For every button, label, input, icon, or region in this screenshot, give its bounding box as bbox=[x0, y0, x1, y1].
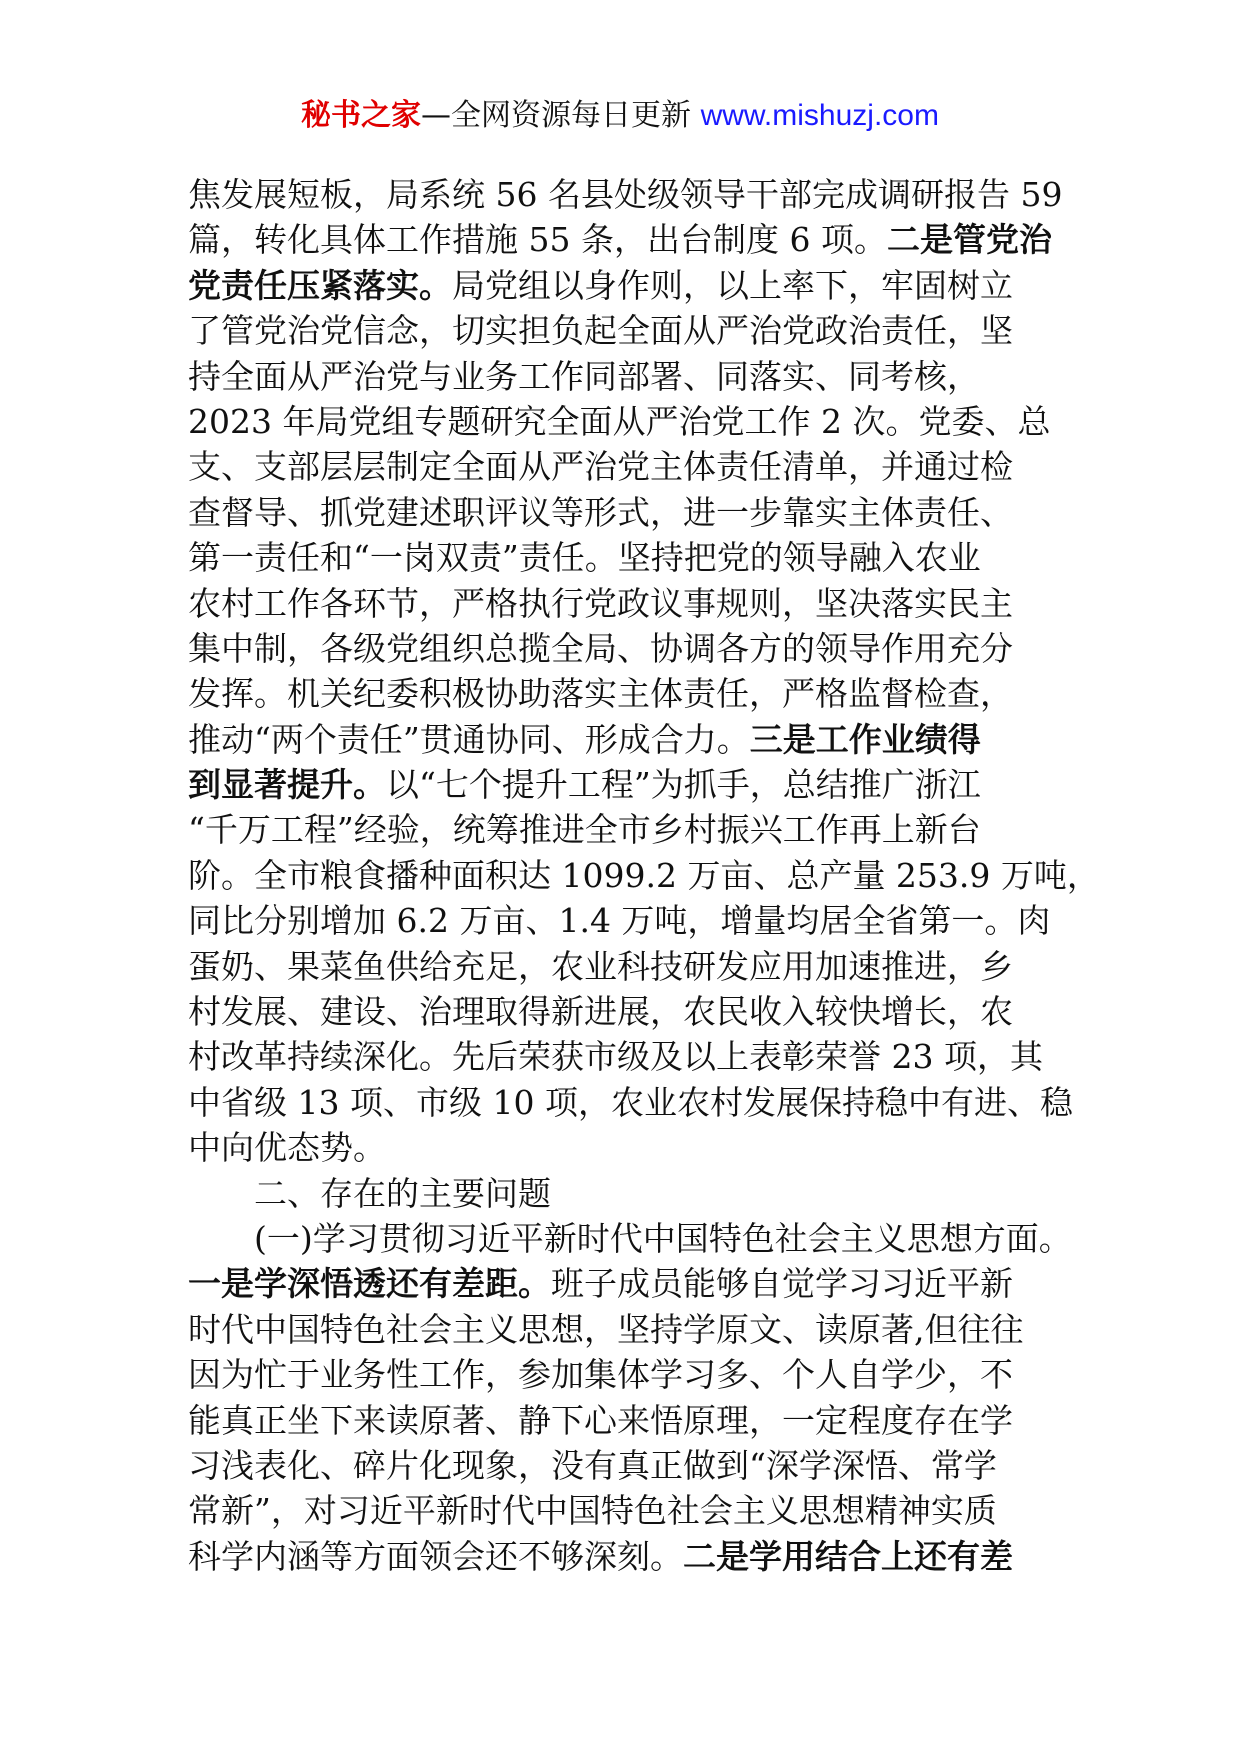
text-line bbox=[188, 762, 1064, 807]
bold-phrase: 到显著提升。 bbox=[188, 765, 386, 805]
text-line bbox=[188, 944, 1064, 989]
text-run: 能真正坐下来读原著、静下心来悟原理，一定程度存在学 bbox=[188, 1400, 1013, 1440]
text-run: 持全面从严治党与业务工作同部署、同落实、同考核， bbox=[188, 356, 980, 396]
text-run: “千万工程”经验，统筹推进全市乡村振兴工作再上新台 bbox=[188, 810, 981, 850]
text-run: 科学内涵等方面领会还不够深刻。 bbox=[188, 1536, 683, 1576]
text-line bbox=[188, 444, 1064, 489]
text-line bbox=[188, 217, 1064, 262]
text-run: 推动“两个责任”贯通协同、形成合力。 bbox=[188, 719, 750, 759]
text-run: 集中制，各级党组织总揽全局、协调各方的领导作用充分 bbox=[188, 628, 1013, 668]
text-run: 同比分别增加 6.2 万亩、1.4 万吨，增量均居全省第一。肉 bbox=[188, 901, 1051, 941]
text-line bbox=[188, 626, 1064, 671]
text-line bbox=[188, 535, 1064, 580]
text-line bbox=[188, 853, 1100, 898]
text-line bbox=[188, 354, 1064, 399]
text-run: 发挥。机关纪委积极协助落实主体责任，严格监督检查， bbox=[188, 674, 1013, 714]
text-line bbox=[188, 1488, 1064, 1533]
text-run: 班子成员能够自觉学习习近平新 bbox=[551, 1264, 1013, 1304]
text-run: 支、支部层层制定全面从严治党主体责任清单，并通过检 bbox=[188, 447, 1013, 487]
text-run: 习浅表化、碎片化现象，没有真正做到“深学深悟、常学 bbox=[188, 1445, 997, 1485]
text-run: 篇，转化具体工作措施 55 条，出台制度 6 项。 bbox=[188, 220, 887, 260]
text-run: 第一责任和“一岗双责”责任。坚持把党的领导融入农业 bbox=[188, 538, 981, 578]
text-line bbox=[188, 989, 1064, 1034]
text-line bbox=[188, 1398, 1064, 1443]
site-url-link[interactable]: www.mishuzj.com bbox=[700, 99, 939, 132]
text-run: 蛋奶、果菜鱼供给充足，农业科技研发应用加速推进，乡 bbox=[188, 946, 1013, 986]
bold-phrase: 三是工作业绩得 bbox=[749, 719, 981, 759]
text-run: 局党组以身作则，以上率下，牢固树立 bbox=[452, 265, 1013, 305]
text-run: 2023 年局党组专题研究全面从严治党工作 2 次。党委、总 bbox=[188, 401, 1051, 441]
site-header bbox=[0, 96, 1240, 136]
text-run: 村改革持续深化。先后荣获市级及以上表彰荣誉 23 项，其 bbox=[188, 1037, 1043, 1077]
text-line bbox=[188, 671, 1064, 716]
text-line bbox=[188, 807, 1064, 852]
text-line bbox=[188, 308, 1064, 353]
text-run: 中省级 13 项、市级 10 项，农业农村发展保持稳中有进、稳 bbox=[188, 1082, 1073, 1122]
text-run: 村发展、建设、治理取得新进展，农民收入较快增长，农 bbox=[188, 992, 1013, 1032]
text-line bbox=[188, 1352, 1064, 1397]
text-run: 因为忙于业务性工作，参加集体学习多、个人自学少，不 bbox=[188, 1355, 1013, 1395]
text-line bbox=[188, 1080, 1073, 1125]
text-run: 中向优态势。 bbox=[188, 1128, 386, 1168]
text-line bbox=[188, 490, 1064, 535]
text-line bbox=[188, 1261, 1064, 1306]
text-run: 时代中国特色社会主义思想，坚持学原文、读原著,但往往 bbox=[188, 1309, 1024, 1349]
text-line bbox=[188, 581, 1064, 626]
text-run: 二、存在的主要问题 bbox=[254, 1173, 551, 1213]
text-line bbox=[188, 717, 1064, 762]
text-line bbox=[188, 898, 1064, 943]
text-line bbox=[188, 1125, 1064, 1170]
text-run: 焦发展短板，局系统 56 名县处级领导干部完成调研报告 59 bbox=[188, 175, 1063, 214]
site-brand: 秘书之家 bbox=[301, 98, 422, 133]
bold-phrase: 党责任压紧落实。 bbox=[188, 265, 452, 305]
document-body bbox=[188, 172, 1100, 1579]
text-line bbox=[188, 1534, 1064, 1579]
text-line bbox=[188, 263, 1064, 308]
text-run: 了管党治党信念，切实担负起全面从严治党政治责任，坚 bbox=[188, 311, 1013, 351]
bold-phrase: 二是管党治 bbox=[886, 220, 1052, 260]
text-line bbox=[188, 1443, 1064, 1488]
text-line bbox=[188, 172, 1064, 217]
text-run: 查督导、抓党建述职评议等形式，进一步靠实主体责任、 bbox=[188, 492, 1013, 532]
text-run: (一)学习贯彻习近平新时代中国特色社会主义思想方面。 bbox=[254, 1218, 1072, 1258]
text-run: 以“七个提升工程”为抓手，总结推广浙江 bbox=[386, 765, 981, 805]
text-run: 阶。全市粮食播种面积达 1099.2 万亩、总产量 253.9 万吨， bbox=[188, 855, 1100, 895]
text-line bbox=[188, 1034, 1064, 1079]
site-tagline: —全网资源每日更新 bbox=[421, 98, 692, 133]
text-line bbox=[188, 1216, 1072, 1261]
bold-phrase: 一是学深悟透还有差距。 bbox=[188, 1264, 551, 1304]
text-run: 农村工作各环节，严格执行党政议事规则，坚决落实民主 bbox=[188, 583, 1013, 623]
text-run: 常新”，对习近平新时代中国特色社会主义思想精神实质 bbox=[188, 1491, 997, 1531]
text-line bbox=[188, 1307, 1064, 1352]
text-line bbox=[188, 399, 1064, 444]
text-line bbox=[188, 1171, 1064, 1216]
bold-phrase: 二是学用结合上还有差 bbox=[683, 1536, 1013, 1576]
